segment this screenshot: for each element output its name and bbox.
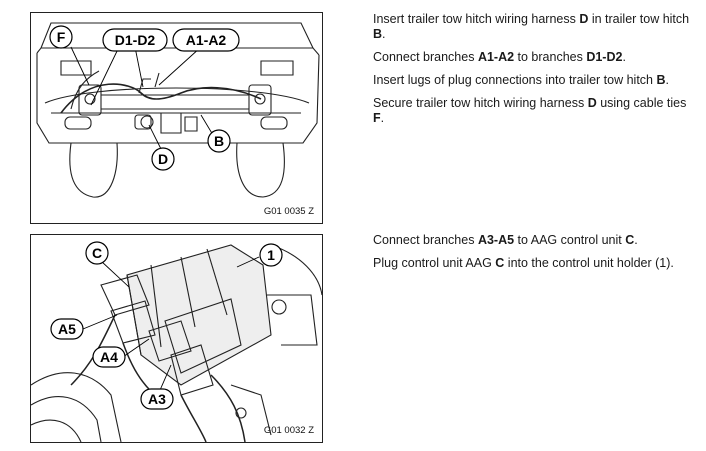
step-text: Connect branches [373, 233, 478, 247]
part-reference: F [373, 111, 381, 125]
part-reference: A3-A5 [477, 233, 515, 247]
figure-code: G01 0035 Z [263, 206, 314, 217]
step-text: to AAG control unit [514, 233, 626, 247]
svg-text:C: C [91, 245, 103, 261]
instruction-step [373, 233, 693, 248]
part-reference: B [656, 73, 666, 87]
svg-text:1: 1 [267, 247, 275, 263]
instruction-steps-group-2 [373, 233, 693, 279]
step-text: Plug control unit AAG [373, 256, 496, 270]
figure-tow-hitch-harness [30, 12, 323, 224]
callout-A1-A2 [173, 29, 239, 51]
figure-aag-control-unit [30, 234, 323, 443]
callout-D1-D2 [103, 29, 167, 51]
step-text: . [380, 111, 385, 125]
step-text: . [382, 27, 386, 41]
step-text: Secure trailer tow hitch wiring harness [373, 96, 588, 110]
tow-hitch-illustration [31, 13, 322, 223]
svg-text:A5: A5 [58, 321, 76, 337]
step-text: Insert lugs of plug connections into trailer tow hitch [373, 73, 657, 87]
step-text: Insert trailer tow hitch wiring harness [373, 12, 580, 26]
callout-A5 [51, 319, 83, 339]
part-reference: D [587, 96, 597, 110]
step-text: . [634, 233, 638, 247]
svg-text:A4: A4 [100, 349, 118, 365]
step-text: to branches [514, 50, 587, 64]
instruction-steps-group-1 [373, 12, 693, 134]
part-reference: D1-D2 [586, 50, 623, 64]
step-text: . [622, 50, 626, 64]
instruction-step [373, 50, 693, 65]
part-reference: C [495, 256, 505, 270]
part-reference: C [625, 233, 635, 247]
svg-text:B: B [213, 133, 225, 149]
callout-A4 [93, 347, 125, 367]
svg-text:A1-A2: A1-A2 [185, 32, 227, 48]
instruction-step [373, 96, 693, 126]
callout-D [152, 148, 174, 170]
svg-text:D: D [157, 151, 169, 167]
step-text: into the control unit holder (1). [504, 256, 674, 270]
callout-1 [260, 244, 282, 266]
part-reference: B [373, 27, 383, 41]
instruction-step [373, 256, 693, 271]
control-unit-illustration [31, 235, 322, 442]
svg-text:D1-D2: D1-D2 [114, 32, 156, 48]
part-reference: D [579, 12, 589, 26]
instruction-step [373, 12, 693, 42]
figure-code: G01 0032 Z [263, 425, 314, 436]
step-text: in trailer tow hitch [588, 12, 690, 26]
callout-A3 [141, 389, 173, 409]
step-text: using cable ties [596, 96, 687, 110]
step-text: Connect branches [373, 50, 478, 64]
callout-F [50, 26, 72, 48]
instruction-step [373, 73, 693, 88]
svg-text:F: F [56, 29, 66, 45]
callout-B [208, 130, 230, 152]
step-text: . [665, 73, 669, 87]
callout-C [86, 242, 108, 264]
part-reference: A1-A2 [477, 50, 515, 64]
svg-text:A3: A3 [148, 391, 166, 407]
